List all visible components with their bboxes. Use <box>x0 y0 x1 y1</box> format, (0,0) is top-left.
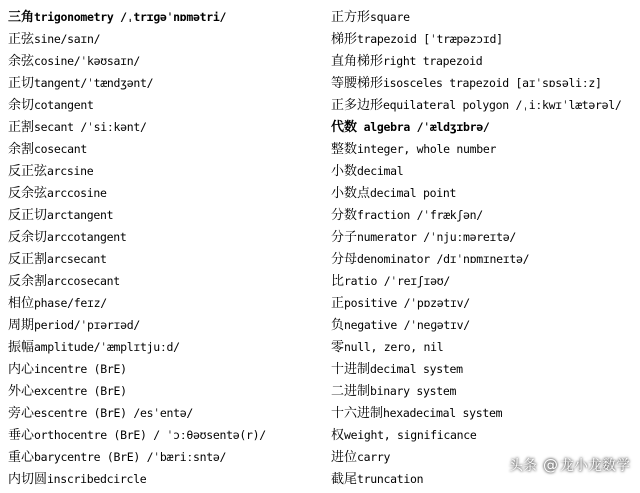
term-row <box>8 248 326 270</box>
term-row <box>331 292 636 314</box>
term-chinese: 整数 <box>331 142 358 157</box>
term-row <box>8 160 326 182</box>
term-english: period/ˈpɪərɪəd/ <box>34 318 140 332</box>
term-english: cotangent <box>34 98 94 112</box>
term-row <box>331 358 636 380</box>
term-row <box>8 336 326 358</box>
term-row <box>8 424 326 446</box>
term-chinese: 十六进制 <box>331 406 384 421</box>
term-english: integer, whole number <box>357 142 497 156</box>
term-chinese: 反余割 <box>8 274 48 289</box>
term-row <box>8 468 326 490</box>
term-row <box>331 402 636 424</box>
term-row <box>331 116 636 138</box>
term-chinese: 正多边形 <box>331 98 384 113</box>
term-row <box>8 138 326 160</box>
term-row <box>331 226 636 248</box>
term-row <box>8 314 326 336</box>
term-english: arcsine <box>47 164 94 178</box>
left-column <box>8 6 326 490</box>
term-english: phase/feɪz/ <box>34 296 107 310</box>
term-row <box>331 72 636 94</box>
term-row <box>8 204 326 226</box>
term-chinese: 反余弦 <box>8 186 48 201</box>
term-english: amplitude/ˈæmplɪtjuːd/ <box>34 340 180 354</box>
term-row <box>8 402 326 424</box>
term-row <box>8 116 326 138</box>
term-chinese: 旁心 <box>8 406 35 421</box>
term-row <box>8 50 326 72</box>
term-row <box>331 204 636 226</box>
term-english: equilateral polygon /ˌiːkwɪˈlætərəl/ <box>383 98 622 112</box>
term-english: trigonometry /ˌtrɪɡəˈnɒmətri/ <box>34 10 227 24</box>
term-row <box>331 270 636 292</box>
term-chinese: 比 <box>331 274 345 289</box>
term-chinese: 振幅 <box>8 340 35 355</box>
term-row <box>8 358 326 380</box>
term-english: arccosecant <box>47 274 120 288</box>
term-english: denominator /dɪˈnɒmɪneɪtə/ <box>357 252 530 266</box>
term-english: decimal <box>357 164 404 178</box>
term-chinese: 小数 <box>331 164 358 179</box>
term-english: arccotangent <box>47 230 127 244</box>
term-english: secant /ˈsiːkənt/ <box>34 120 147 134</box>
term-english: decimal system <box>370 362 463 376</box>
term-row <box>331 160 636 182</box>
term-row <box>331 6 636 28</box>
term-english: algebra /ˈældʒɪbrə/ <box>357 120 490 134</box>
term-english: negative /ˈneɡətɪv/ <box>344 318 470 332</box>
term-row <box>8 94 326 116</box>
term-chinese: 权 <box>331 428 345 443</box>
term-row <box>331 314 636 336</box>
term-english: ratio /ˈreɪʃɪəʊ/ <box>344 274 450 288</box>
term-english: positive /ˈpɒzətɪv/ <box>344 296 470 310</box>
watermark-account: 龙小龙数学 <box>560 458 630 474</box>
term-chinese: 内心 <box>8 362 35 377</box>
term-english: escentre (BrE) /esˈentə/ <box>34 406 193 420</box>
term-chinese: 反正割 <box>8 252 48 267</box>
term-english: tangent/ˈtændʒənt/ <box>34 76 154 90</box>
term-english: isosceles trapezoid [aɪˈsɒsəliːz] <box>383 76 602 90</box>
term-chinese: 余切 <box>8 98 35 113</box>
term-chinese: 余弦 <box>8 54 35 69</box>
term-english: trapezoid [ˈtræpəzɔɪd] <box>357 32 503 46</box>
term-english: null, zero, nil <box>344 340 444 354</box>
term-chinese: 分母 <box>331 252 358 267</box>
term-english: inscribedcircle <box>47 472 147 486</box>
term-english: decimal point <box>370 186 457 200</box>
term-chinese: 反正弦 <box>8 164 48 179</box>
term-english: hexadecimal system <box>383 406 503 420</box>
term-row <box>8 292 326 314</box>
term-english: excentre (BrE) <box>34 384 127 398</box>
term-english: barycentre (BrE) /ˈbæriːsntə/ <box>34 450 227 464</box>
term-english: sine/saɪn/ <box>34 32 101 46</box>
term-row <box>331 50 636 72</box>
term-chinese: 进位 <box>331 450 358 465</box>
term-english: orthocentre (BrE) / ˈɔːθəʊsentə(r)/ <box>34 428 266 442</box>
term-chinese: 正 <box>331 296 345 311</box>
term-chinese: 截尾 <box>331 472 358 487</box>
term-chinese: 直角梯形 <box>331 54 384 69</box>
term-row <box>8 28 326 50</box>
term-chinese: 反正切 <box>8 208 48 223</box>
term-chinese: 分数 <box>331 208 358 223</box>
term-row <box>331 94 636 116</box>
term-chinese: 负 <box>331 318 345 333</box>
term-english: cosecant <box>34 142 88 156</box>
term-chinese: 正割 <box>8 120 35 135</box>
term-chinese: 重心 <box>8 450 35 465</box>
term-chinese: 反余切 <box>8 230 48 245</box>
term-chinese: 等腰梯形 <box>331 76 384 91</box>
term-english: square <box>370 10 410 24</box>
term-chinese: 余割 <box>8 142 35 157</box>
term-chinese: 周期 <box>8 318 35 333</box>
term-row <box>8 226 326 248</box>
term-english: carry <box>357 450 391 464</box>
watermark <box>509 455 630 475</box>
term-chinese: 三角 <box>8 10 35 25</box>
term-english: cosine/ˈkəʊsaɪn/ <box>34 54 140 68</box>
term-row <box>331 336 636 358</box>
term-english: fraction /ˈfrækʃən/ <box>357 208 483 222</box>
term-english: numerator /ˈnjuːməreɪtə/ <box>357 230 516 244</box>
term-chinese: 内切圆 <box>8 472 48 487</box>
term-english: weight, significance <box>344 428 477 442</box>
right-column <box>331 6 636 490</box>
term-chinese: 代数 <box>331 120 358 135</box>
term-chinese: 分子 <box>331 230 358 245</box>
watermark-source: 头条 <box>509 458 537 474</box>
watermark-at: @ <box>543 456 558 474</box>
term-row <box>331 424 636 446</box>
term-chinese: 垂心 <box>8 428 35 443</box>
term-chinese: 梯形 <box>331 32 358 47</box>
term-english: arcsecant <box>47 252 107 266</box>
term-row <box>8 72 326 94</box>
term-english: incentre (BrE) <box>34 362 127 376</box>
term-chinese: 零 <box>331 340 345 355</box>
term-row <box>8 380 326 402</box>
term-english: arccosine <box>47 186 107 200</box>
term-row <box>331 248 636 270</box>
term-row <box>331 182 636 204</box>
term-row <box>8 270 326 292</box>
term-chinese: 十进制 <box>331 362 371 377</box>
term-english: truncation <box>357 472 424 486</box>
term-chinese: 小数点 <box>331 186 371 201</box>
term-row <box>8 6 326 28</box>
term-chinese: 外心 <box>8 384 35 399</box>
term-row <box>331 28 636 50</box>
term-row <box>331 138 636 160</box>
term-english: binary system <box>370 384 457 398</box>
term-chinese: 正弦 <box>8 32 35 47</box>
term-english: arctangent <box>47 208 114 222</box>
term-chinese: 相位 <box>8 296 35 311</box>
term-chinese: 正方形 <box>331 10 371 25</box>
term-row <box>8 182 326 204</box>
term-row <box>331 380 636 402</box>
term-row <box>8 446 326 468</box>
term-chinese: 正切 <box>8 76 35 91</box>
term-chinese: 二进制 <box>331 384 371 399</box>
term-english: right trapezoid <box>383 54 483 68</box>
